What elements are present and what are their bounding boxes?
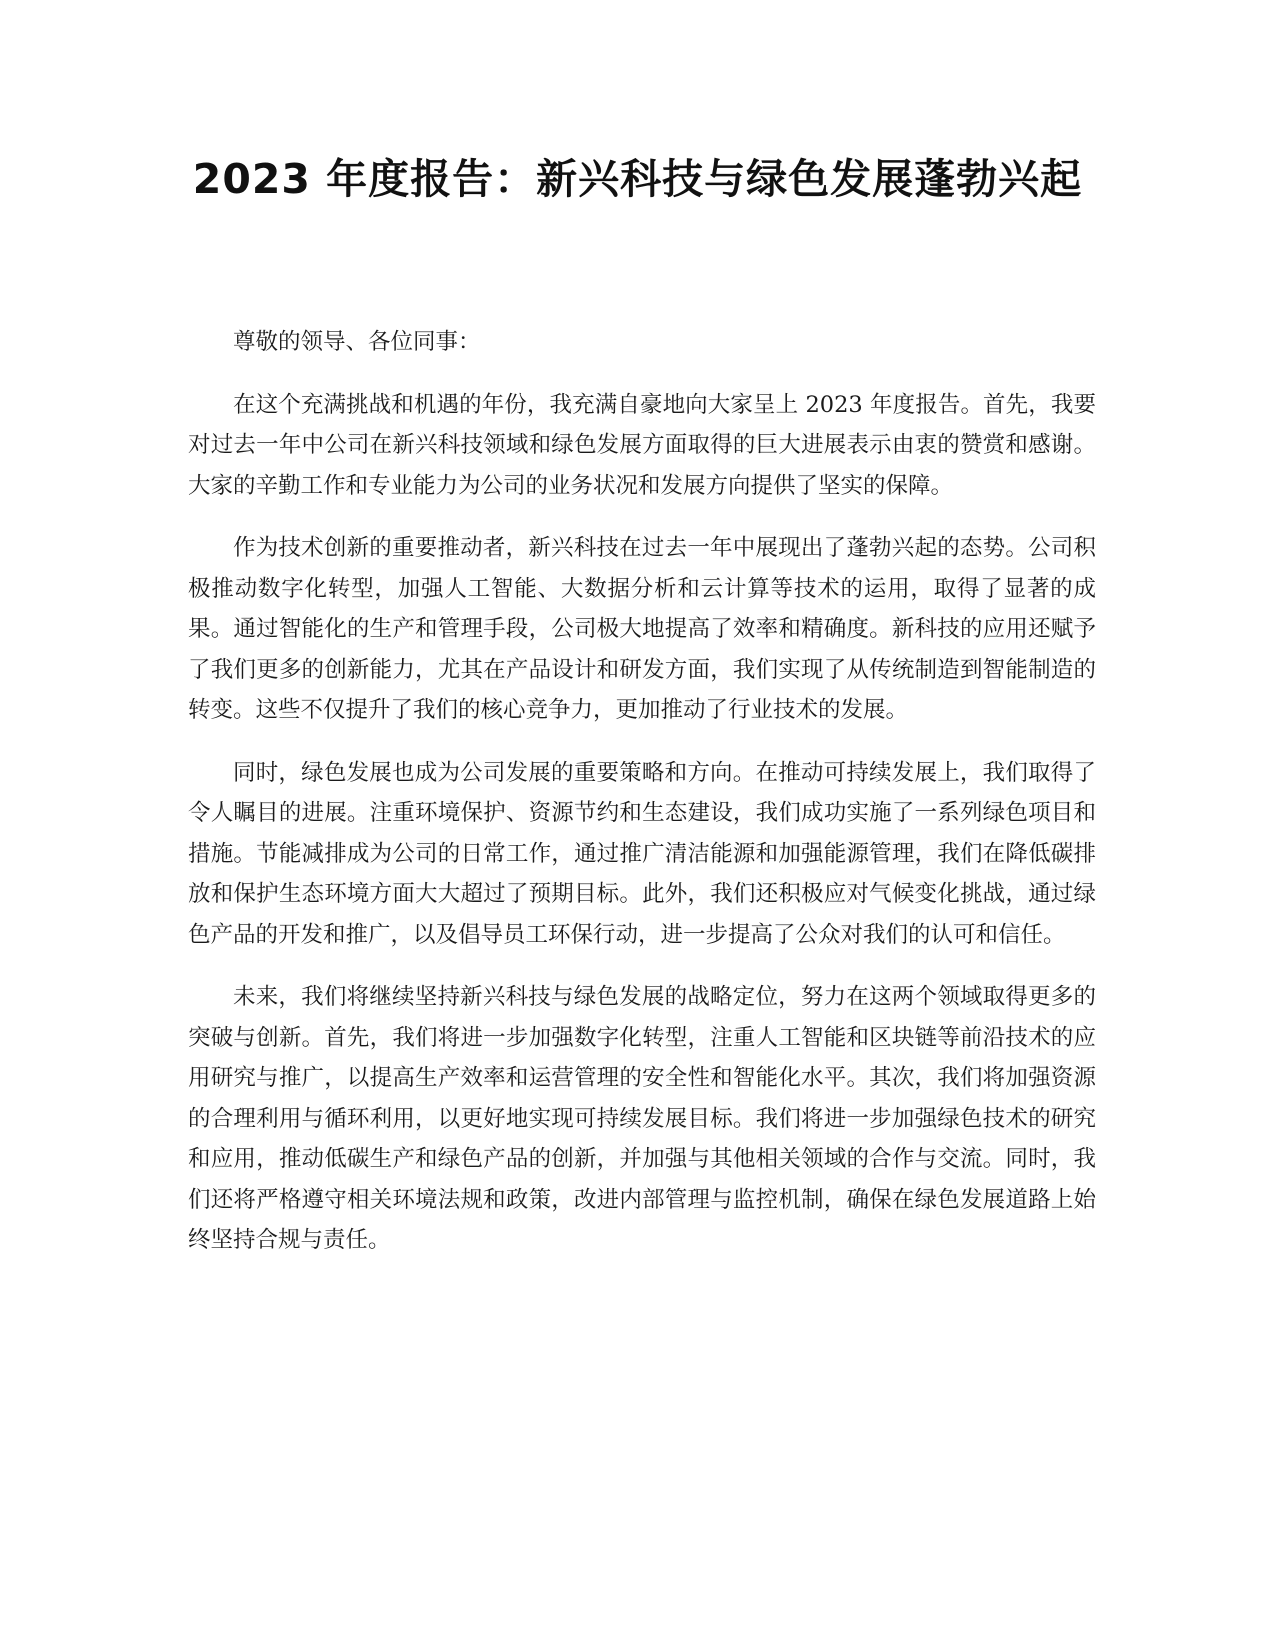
paragraph-intro: 在这个充满挑战和机遇的年份，我充满自豪地向大家呈上 2023 年度报告。首先，我要对过去一年中公司在新兴科技领域和绿色发展方面取得的巨大进展表示由衷的赞赏和感谢。大家的辛勤工作和专业能力为公司的业务状况和发展方向提供了坚实的保障。 xyxy=(188,391,1096,499)
document-body xyxy=(188,322,1096,1283)
paragraph-green-development: 同时，绿色发展也成为公司发展的重要策略和方向。在推动可持续发展上，我们取得了令人瞩目的进展。注重环境保护、资源节约和生态建设，我们成功实施了一系列绿色项目和措施。节能减排成为公司的日常工作，通过推广清洁能源和加强能源管理，我们在降低碳排放和保护生态环境方面大大超过了预期目标。此外，我们还积极应对气候变化挑战，通过绿色产品的开发和推广，以及倡导员工环保行动，进一步提高了公众对我们的认可和信任。 xyxy=(188,759,1096,948)
greeting-line: 尊敬的领导、各位同事： xyxy=(233,329,481,355)
document-title: 2023 年度报告：新兴科技与绿色发展蓬勃兴起 xyxy=(192,155,1083,203)
paragraph-future-plans: 未来，我们将继续坚持新兴科技与绿色发展的战略定位，努力在这两个领域取得更多的突破与创新。首先，我们将进一步加强数字化转型，注重人工智能和区块链等前沿技术的应用研究与推广，以提高生产效率和运营管理的安全性和智能化水平。其次，我们将加强资源的合理利用与循环利用，以更好地实现可持续发展目标。我们将进一步加强绿色技术的研究和应用，推动低碳生产和绿色产品的创新，并加强与其他相关领域的合作与交流。同时，我们还将严格遵守相关环境法规和政策，改进内部管理与监控机制，确保在绿色发展道路上始终坚持合规与责任。 xyxy=(188,984,1096,1253)
paragraph-technology: 作为技术创新的重要推动者，新兴科技在过去一年中展现出了蓬勃兴起的态势。公司积极推动数字化转型，加强人工智能、大数据分析和云计算等技术的运用，取得了显著的成果。通过智能化的生产和管理手段，公司极大地提高了效率和精确度。新科技的应用还赋予了我们更多的创新能力，尤其在产品设计和研发方面，我们实现了从传统制造到智能制造的转变。这些不仅提升了我们的核心竞争力，更加推动了行业技术的发展。 xyxy=(188,535,1096,723)
